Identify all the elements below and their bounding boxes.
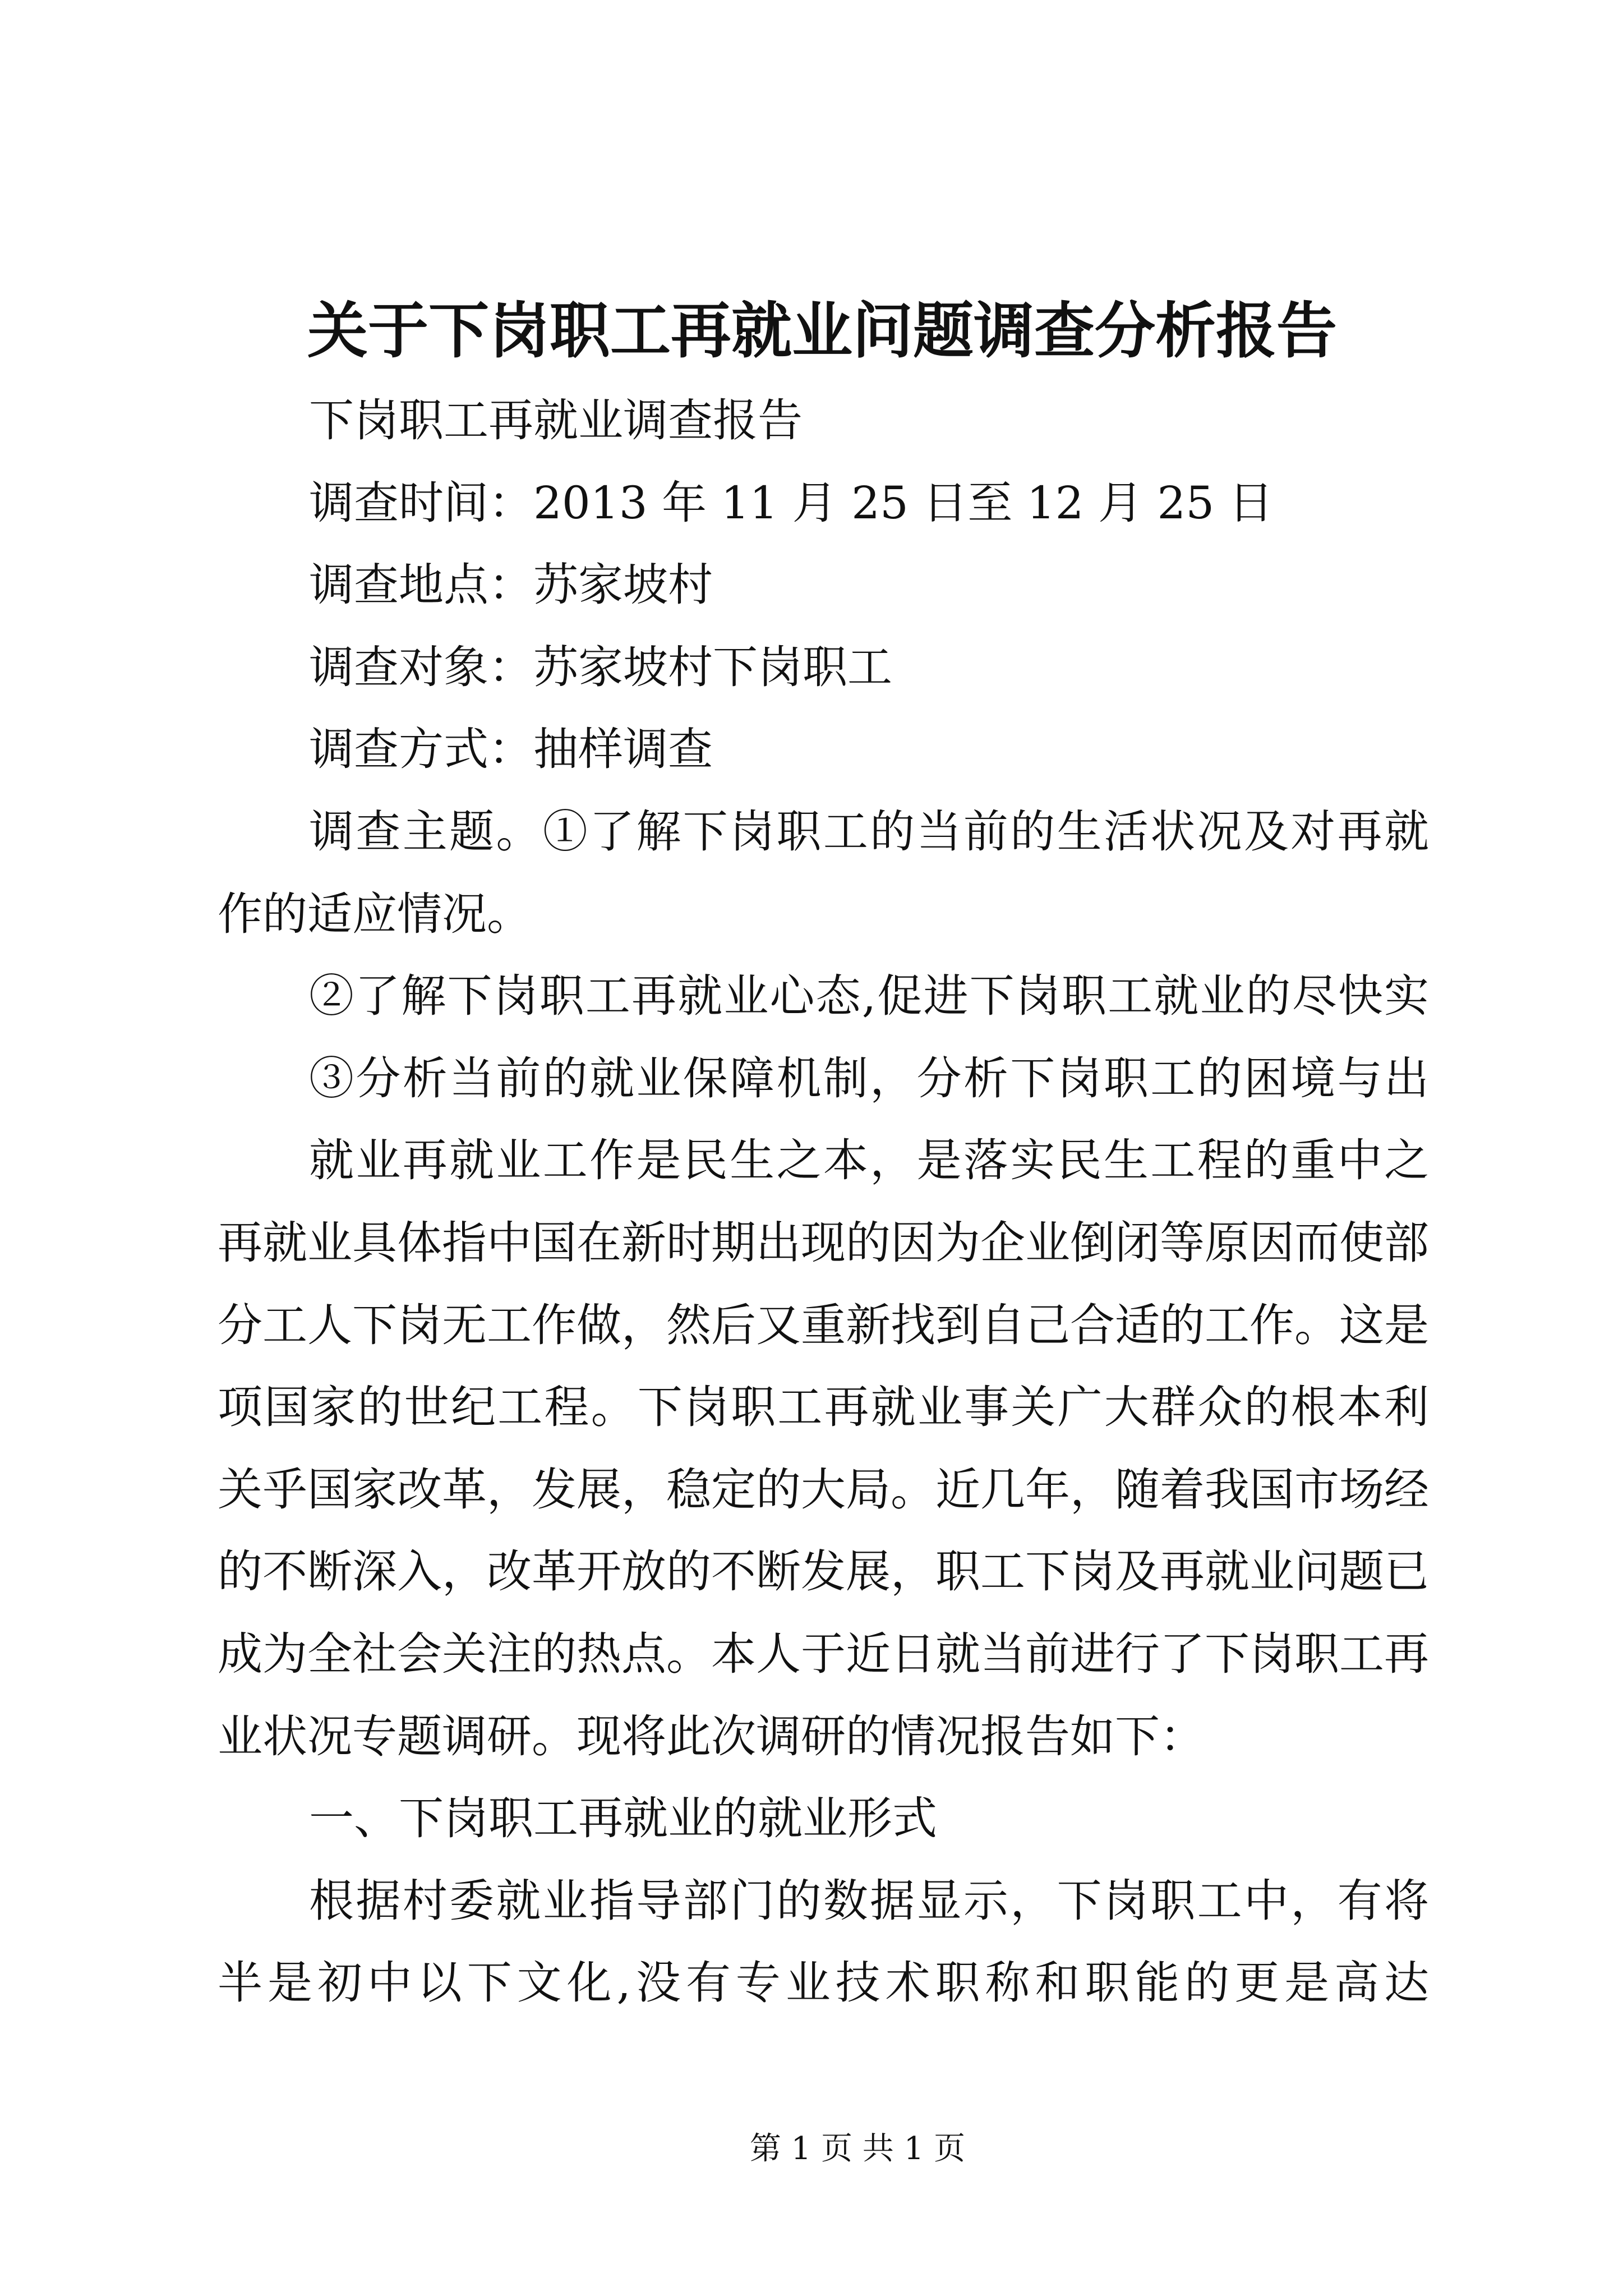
body-line: ②了解下岗职工再就业心态,促进下岗职工就业的尽快实 [309,970,1429,1023]
paragraph [218,708,1429,791]
section-heading [218,1778,1429,1860]
body-line: 成为全社会关注的热点。本人于近日就当前进行了下岗职工再 [218,1627,1429,1680]
body-line: 分工人下岗无工作做，然后又重新找到自己合适的工作。这是 [218,1299,1429,1351]
body-line: 调查方式：抽样调查 [309,723,713,776]
body-line: 一、下岗职工再就业的就业形式 [309,1792,937,1845]
body-line: ③分析当前的就业保障机制，分析下岗职工的困境与出 [309,1052,1429,1105]
paragraph [218,791,1429,955]
body-line: 的不断深入，改革开放的不断发展，职工下岗及再就业问题已 [218,1545,1429,1598]
body-line: 业状况专题调研。现将此次调研的情况报告如下： [218,1710,1205,1763]
page-footer: 第 1 页 共 1 页 [749,2131,966,2167]
body-line: 再就业具体指中国在新时期出现的因为企业倒闭等原因而使部 [218,1216,1429,1269]
body-line: 下岗职工再就业调查报告 [309,394,803,447]
paragraph [218,627,1429,709]
paragraph [218,955,1429,1038]
body-line: 调查时间：2013 年 11 月 25 日至 12 月 25 日 [309,476,1274,529]
body-line: 根据村委就业指导部门的数据显示，下岗职工中，有将 [309,1874,1429,1927]
body-line: 项国家的世纪工程。下岗职工再就业事关广大群众的根本利 [218,1381,1429,1434]
paragraph [218,380,1429,462]
document-body [218,380,1429,2024]
document-title: 关于下岗职工再就业问题调查分析报告 [307,296,1337,366]
paragraph [218,1038,1429,1120]
body-line: 半是初中以下文化,没有专业技术职称和职能的更是高达 [218,1957,1429,2009]
body-line: 调查地点：苏家坡村 [309,559,713,611]
body-line: 调查对象：苏家坡村下岗职工 [309,641,892,693]
paragraph [218,1120,1429,1778]
body-line: 作的适应情况。 [218,887,532,940]
paragraph [218,462,1429,545]
body-line: 关乎国家改革，发展，稳定的大局。近几年，随着我国市场经 [218,1463,1429,1516]
body-line: 就业再就业工作是民生之本，是落实民生工程的重中之 [309,1134,1429,1187]
body-line: 调查主题。①了解下岗职工的当前的生活状况及对再就 [309,805,1429,858]
paragraph [218,544,1429,627]
paragraph [218,1860,1429,2024]
